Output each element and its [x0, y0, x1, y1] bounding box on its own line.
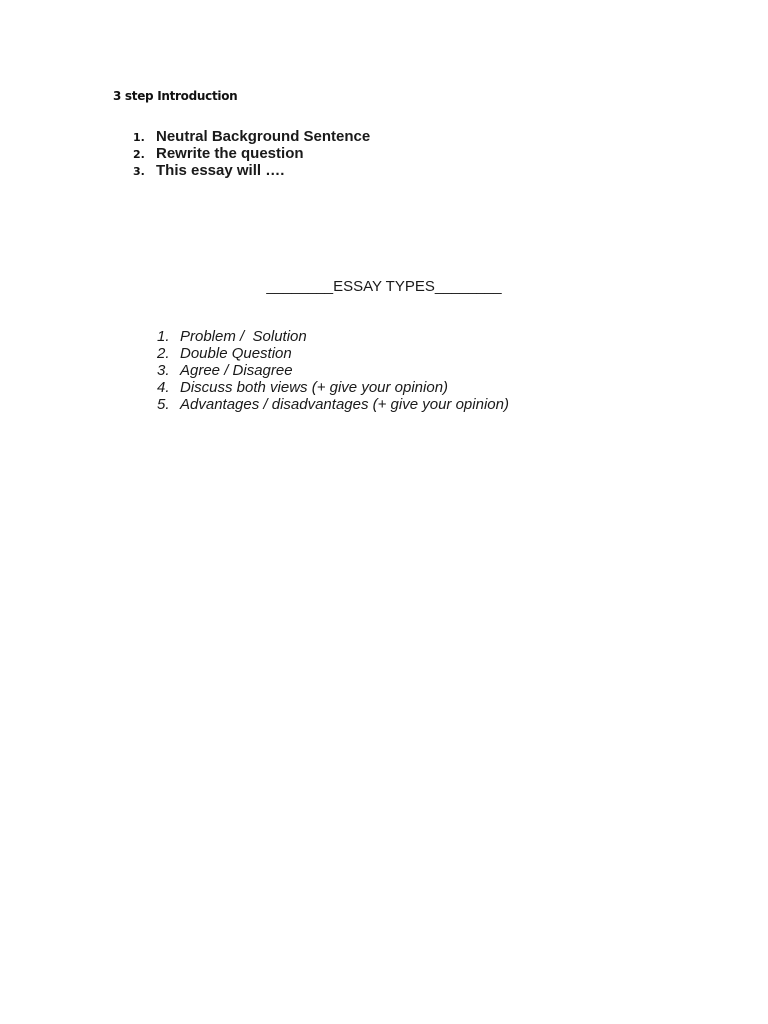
list-number: 3. — [157, 362, 170, 379]
list-text: Problem / Solution — [180, 328, 307, 345]
list-item — [0, 328, 768, 345]
list-number: 5. — [157, 396, 170, 413]
list-item — [0, 362, 768, 379]
list-text: This essay will …. — [156, 162, 285, 179]
list-text: Discuss both views (+ give your opinion) — [180, 379, 449, 396]
list-number: 4. — [157, 379, 170, 396]
page-heading: 3 step Introduction — [113, 89, 238, 103]
intro-steps-list — [0, 128, 768, 179]
list-text: Neutral Background Sentence — [156, 128, 371, 145]
essay-types-list — [0, 328, 768, 413]
list-item — [0, 379, 768, 396]
list-item — [0, 162, 768, 179]
list-number: 3. — [133, 165, 145, 178]
list-number: 1. — [157, 328, 170, 345]
list-number: 2. — [157, 345, 170, 362]
list-item — [0, 128, 768, 145]
section-title: ________ESSAY TYPES________ — [266, 278, 502, 295]
list-text: Rewrite the question — [156, 145, 304, 162]
list-number: 1. — [133, 131, 145, 144]
list-text: Double Question — [180, 345, 292, 362]
list-text: Agree / Disagree — [180, 362, 293, 379]
list-item — [0, 345, 768, 362]
list-number: 2. — [133, 148, 145, 161]
list-item — [0, 396, 768, 413]
list-item — [0, 145, 768, 162]
list-text: Advantages / disadvantages (+ give your opinion) — [180, 396, 509, 413]
